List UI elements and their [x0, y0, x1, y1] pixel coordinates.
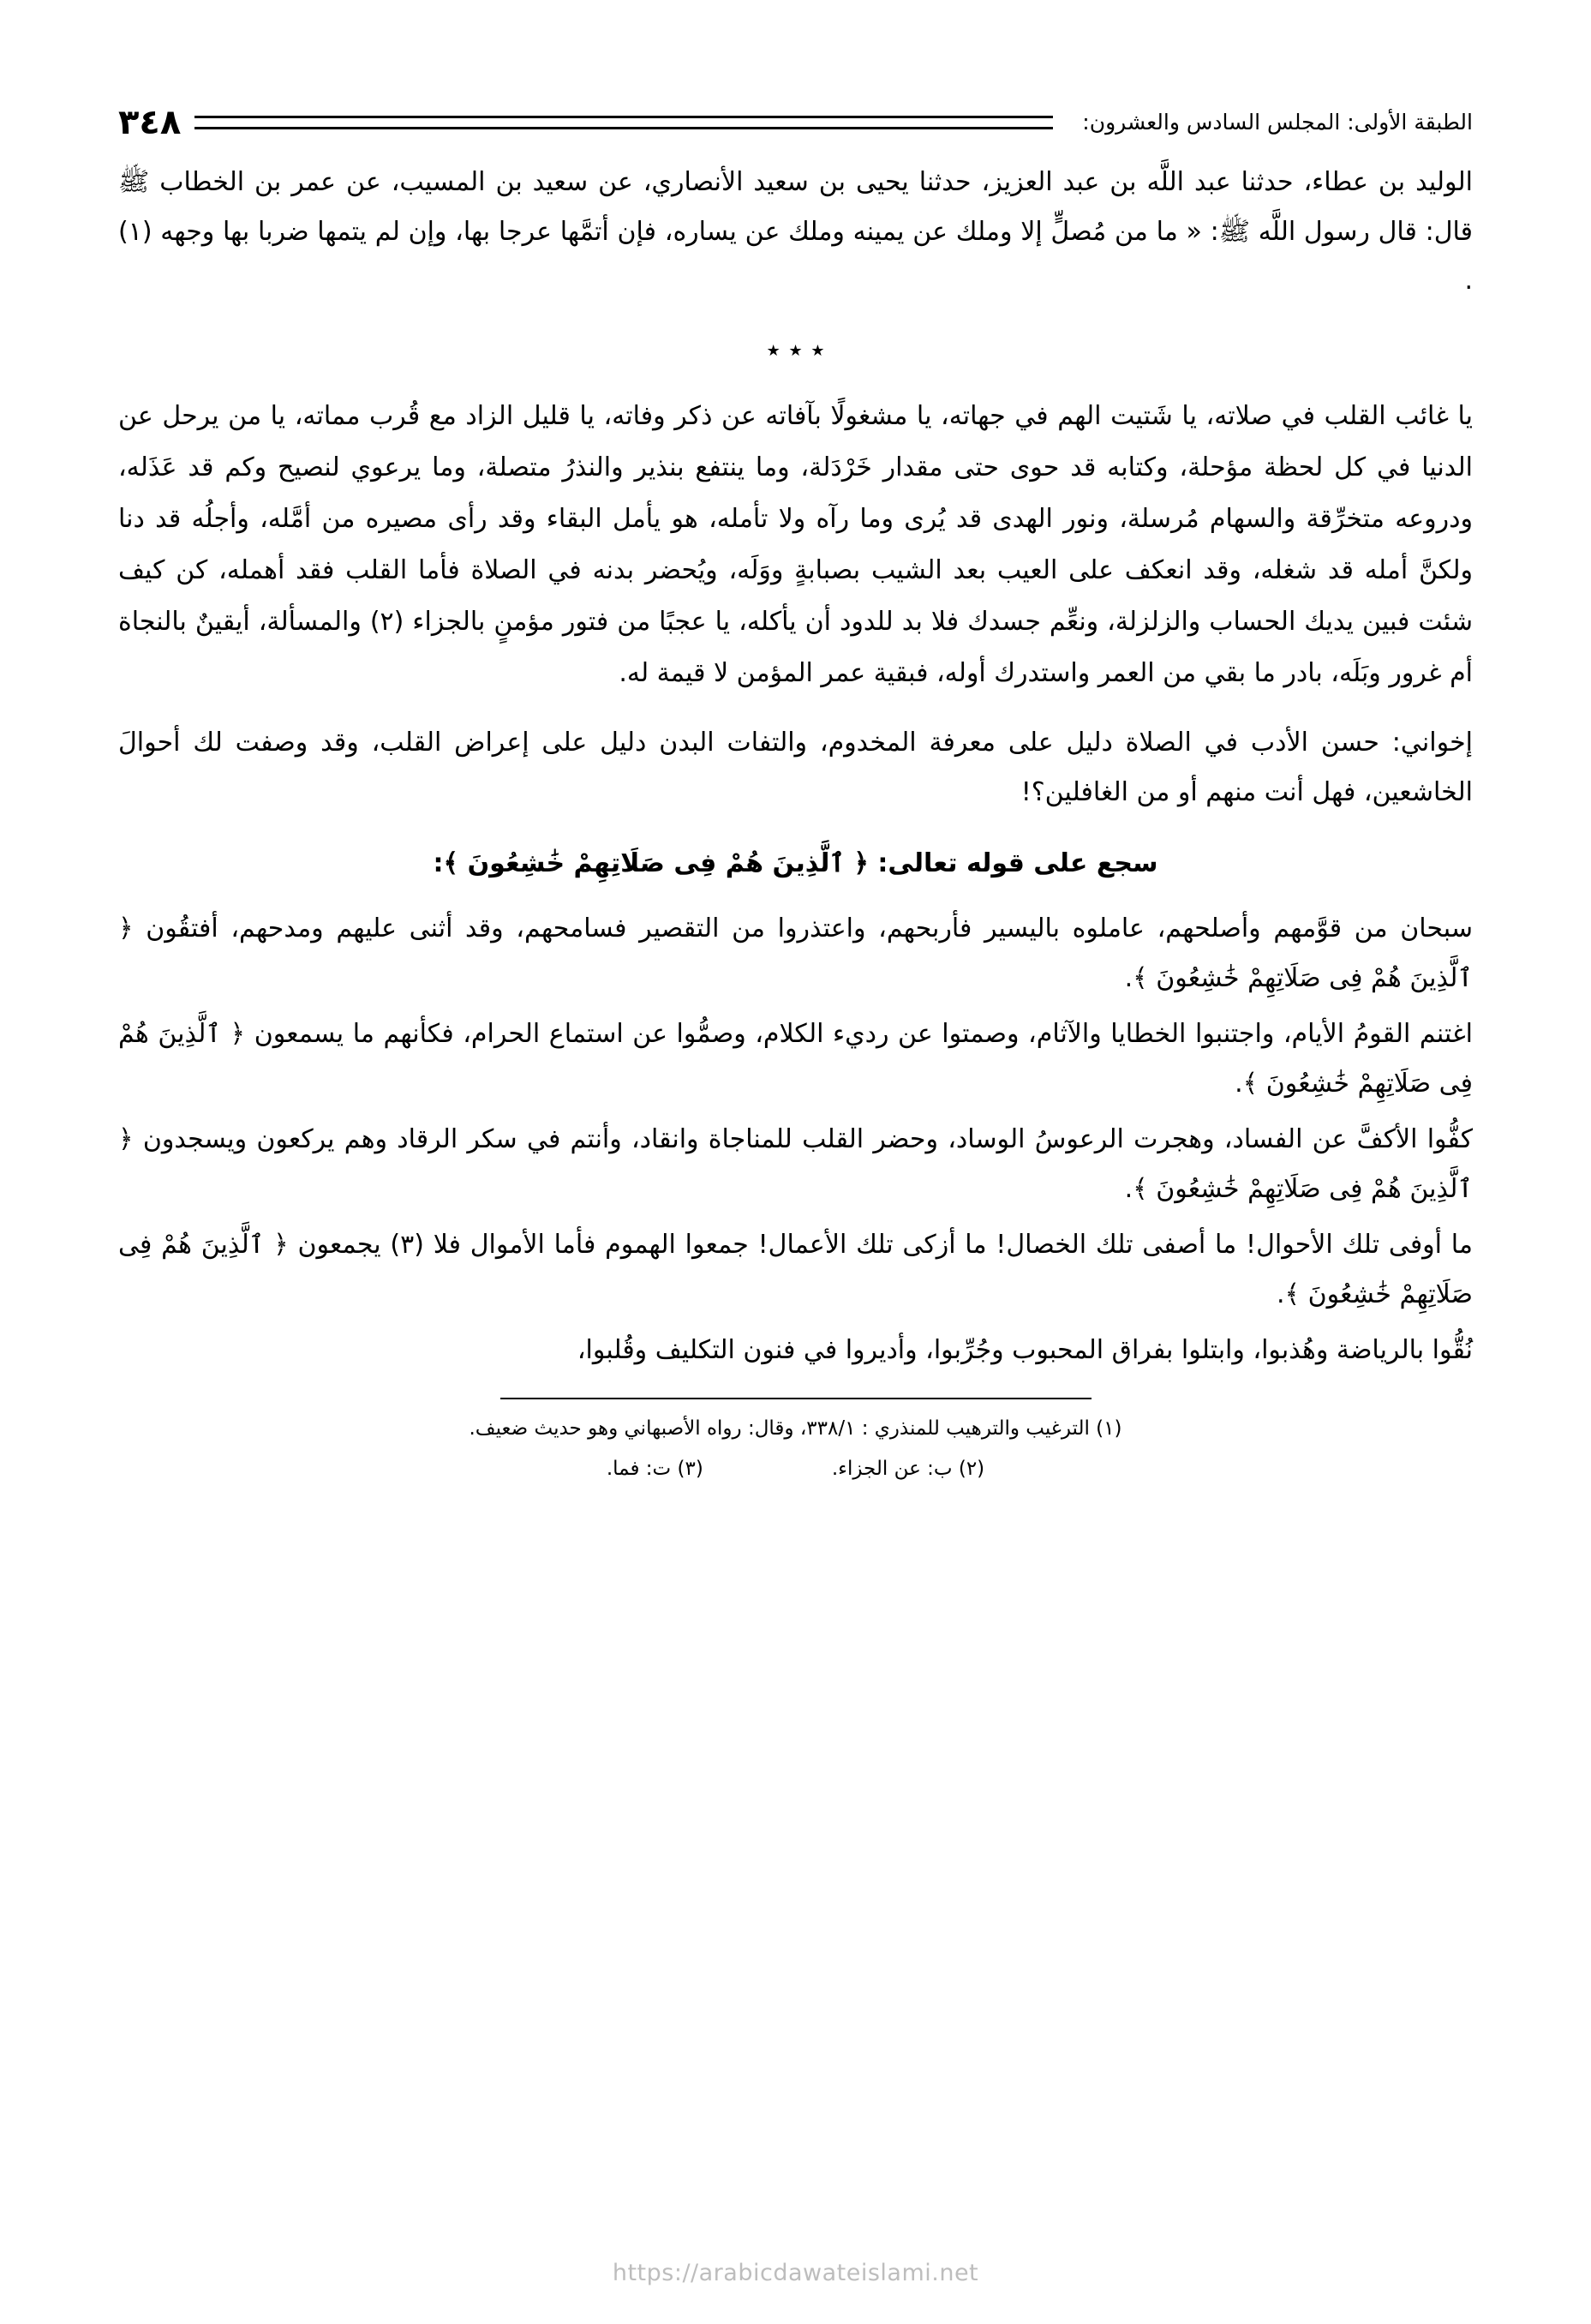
saj-block-4: ما أوفى تلك الأحوال! ما أصفى تلك الخصال! ما أزكى تلك الأعمال! جمعوا الهموم فأما الأموال فلا (٣) يجمعون ﴿ ٱلَّذِينَ هُمْ فِى صَلَاتِهِمْ خَٰشِعُونَ ﴾. — [118, 1229, 1473, 1310]
footnote-row — [118, 1452, 1473, 1486]
footnote-2: (٢) ب: عن الجزاء. — [831, 1457, 985, 1480]
saj-block-1: سبحان من قوَّمهم وأصلحهم، عاملوه باليسير فأربحهم، واعتذروا من التقصير فسامحهم، وقد أثنى عليهم ومدحهم، أفتقُون ﴿ ٱلَّذِينَ هُمْ فِى صَلَاتِهِمْ خَٰشِعُونَ ﴾. — [118, 913, 1473, 994]
watermark-url: https://arabicdawateislami.net — [612, 2260, 979, 2286]
saj-block-3: كفُّوا الأكفَّ عن الفساد، وهجرت الرعوسُ الوساد، وحضر القلب للمناجاة وانقاد، وأنتم في سكر الرقاد وهم يركعون ويسجدون ﴿ ٱلَّذِينَ هُمْ فِى صَلَاتِهِمْ خَٰشِعُونَ ﴾. — [118, 1123, 1473, 1205]
page-body — [118, 158, 1473, 1375]
hadith-isnad-paragraph: الوليد بن عطاء، حدثنا عبد اللَّه بن عبد العزيز، حدثنا يحيى بن سعيد الأنصاري، عن سعيد بن المسيب، عن عمر بن الخطاب ﷺ قال: قال رسول اللَّه ﷺ: « ما من مُصلٍّ إلا وملك عن يمينه وملك عن يساره، فإن أتمَّها عرجا بها، وإن لم يتمها ضربا بها وجهه (١) . — [118, 167, 1473, 296]
footnote-1: (١) الترغيب والترهيب للمنذري : ٣٣٨/١، وقال: رواه الأصبهاني وهو حديث ضعيف. — [469, 1417, 1122, 1441]
saj-heading: سجع على قوله تعالى: ﴿ ٱلَّذِينَ هُمْ فِى صَلَاتِهِمْ خَٰشِعُونَ ﴾: — [433, 848, 1158, 878]
sermon-paragraph: يا غائب القلب في صلاته، يا شَتيت الهم في جهاته، يا مشغولًا بآفاته عن ذكر وفاته، يا قليل الزاد مع قُرب مماته، يا من يرحل عن الدنيا في كل لحظة مؤحلة، وكتابه قد حوى حتى مقدار خَرْدَلة، وما ينتفع بنذير والنذرُ متصلة، وما يرعوي لنصيح وكم قد عَذَله، ودروعه متخرِّقة والسهام مُرسلة، ونور الهدى قد يُرى وما رآه ولا تأمله، هو يأمل البقاء وقد رأى مصيره من أمَّله، وأجلُه قد دنا ولكنَّ أمله قد شغله، وقد انعكف على العيب بعد الشيب بصبابةٍ ووَلَه، ويُحضر بدنه في الصلاة فأما القلب فقد أهمله، كن كيف شئت فبين يديك الحساب والزلزلة، ونعِّم جسدك فلا بد للدود أن يأكله، يا عجبًا من فتور مؤمنٍ بالجزاء (٢) والمسألة، أيقينٌ بالنجاة أم غرور وبَلَه، بادر ما بقي من العمر واستدرك أوله، فبقية عمر المؤمن لا قيمة له. — [118, 400, 1473, 688]
header-divider-rule — [194, 116, 1053, 129]
footnote-3: (٣) ت: فما. — [606, 1457, 703, 1480]
ikhwani-paragraph: إخواني: حسن الأدب في الصلاة دليل على معرفة المخدوم، والتفات البدن دليل على إعراض القلب، وقد وصفت لك أحوالَ الخاشعين، فهل أنت منهم أو من الغافلين؟! — [118, 727, 1473, 808]
page-number: ٣٤٨ — [118, 103, 182, 142]
footnotes-section — [118, 1411, 1473, 1486]
saj-block-2: اغتنم القومُ الأيام، واجتنبوا الخطايا والآثام، وصمتوا عن رديء الكلام، وصمُّوا عن استماع الحرام، فكأنهم ما يسمعون ﴿ ٱلَّذِينَ هُمْ فِى صَلَاتِهِمْ خَٰشِعُونَ ﴾. — [118, 1018, 1473, 1099]
footnote-separator — [500, 1398, 1092, 1399]
saj-block-5: نُقُّوا بالرياضة وهُذبوا، وابتلوا بفراق المحبوب وجُرِّبوا، وأديروا في فنون التكليف وقُلبوا، — [577, 1334, 1473, 1365]
page-header — [118, 103, 1473, 142]
section-separator-stars: ٭ ٭ ٭ — [766, 334, 825, 365]
header-chapter-title: الطبقة الأولى: المجلس السادس والعشرون: — [1082, 110, 1473, 135]
